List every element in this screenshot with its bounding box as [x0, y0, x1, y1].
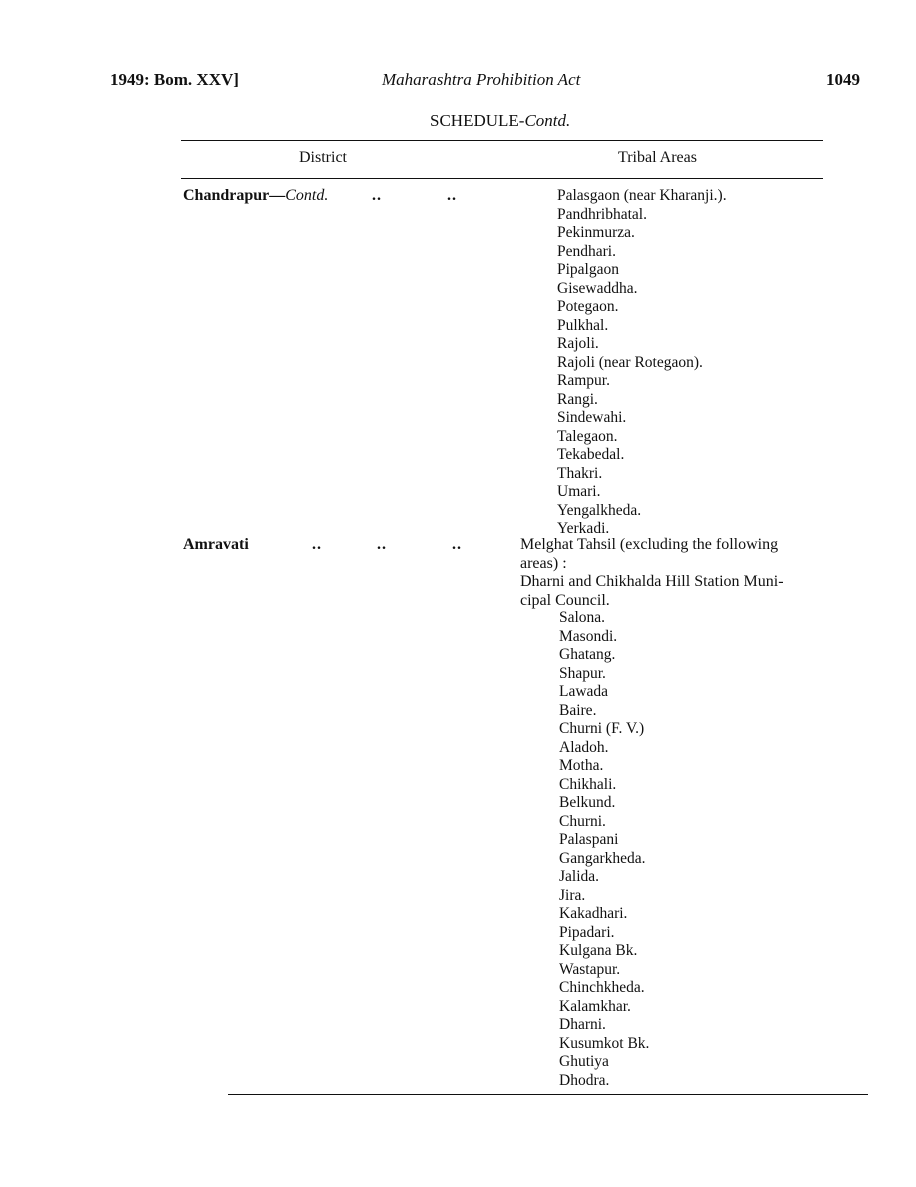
list-item: Lawada [559, 683, 609, 700]
list-item: Rajoli. [557, 335, 599, 352]
list-item: Pipalgaon [557, 261, 619, 278]
list-item: Potegaon. [557, 298, 619, 315]
list-item: Pekinmurza. [557, 224, 635, 241]
list-item: Dhodra. [559, 1071, 610, 1089]
running-header-title: Maharashtra Prohibition Act [382, 70, 581, 89]
list-item: Yerkadi. [557, 520, 610, 537]
schedule-contd: Contd. [524, 111, 571, 130]
list-item: Rajoli (near Rotegaon). [557, 353, 703, 371]
list-item: Palaspani [559, 831, 619, 848]
list-item: Kusumkot Bk. [559, 1034, 650, 1052]
tribal-area-list-chandrapur [557, 187, 727, 539]
list-item: Pulkhal. [557, 316, 609, 334]
page-number: 1049 [826, 70, 860, 89]
list-item: Chikhali. [559, 775, 617, 793]
list-item: Pandhribhatal. [557, 205, 647, 223]
table-top-rule [181, 140, 823, 141]
list-item: Talegaon. [557, 427, 618, 445]
intro-line: cipal Council. [520, 591, 610, 609]
intro-line: areas) : [520, 554, 567, 572]
list-item: Jalida. [559, 868, 600, 885]
tribal-area-intro-amravati [520, 536, 825, 610]
column-heading-district: District [299, 149, 347, 166]
list-item: Aladoh. [559, 738, 609, 756]
list-item: Pendhari. [557, 242, 616, 260]
list-item: Sindewahi. [557, 409, 627, 426]
list-item: Tekabedal. [557, 446, 625, 463]
list-item: Gangarkheda. [559, 849, 646, 867]
district-contd: Contd. [285, 187, 329, 204]
list-item: Rampur. [557, 372, 610, 389]
list-item: Wastapur. [559, 960, 621, 978]
list-item: Thakri. [557, 464, 603, 482]
list-item: Jira. [559, 886, 586, 904]
district-amravati [183, 536, 249, 554]
dot-leaders: .. .. [372, 187, 457, 204]
list-item: Baire. [559, 701, 597, 719]
list-item: Gisewaddha. [557, 279, 638, 297]
list-item: Pipadari. [559, 923, 615, 941]
table-header-rule [181, 178, 823, 179]
list-item: Dharni. [559, 1016, 606, 1033]
list-item: Yengalkheda. [557, 501, 642, 519]
list-item: Belkund. [559, 794, 616, 811]
district-name: Amravati [183, 536, 249, 553]
list-item: Motha. [559, 757, 604, 774]
intro-line: Dharni and Chikhalda Hill Station Muni- [520, 573, 784, 590]
list-item: Churni (F. V.) [559, 720, 645, 737]
list-item: Churni. [559, 812, 606, 830]
list-item: Ghatang. [559, 646, 616, 663]
table-bottom-rule [228, 1094, 868, 1095]
list-item: Palasgaon (near Kharanji.). [557, 187, 727, 204]
schedule-title: SCHEDULE- [430, 111, 525, 130]
list-item: Kalamkhar. [559, 997, 631, 1015]
list-item: Ghutiya [559, 1053, 609, 1070]
running-header-left: 1949: Bom. XXV] [110, 70, 239, 89]
list-item: Chinchkheda. [559, 979, 645, 996]
dot-leaders: .. .. .. [312, 536, 462, 553]
intro-line: Melghat Tahsil (excluding the following [520, 536, 779, 553]
list-item: Shapur. [559, 664, 606, 682]
list-item: Umari. [557, 483, 601, 500]
list-item: Rangi. [557, 390, 598, 408]
list-item: Kakadhari. [559, 905, 628, 922]
district-chandrapur [183, 187, 328, 205]
list-item: Salona. [559, 609, 606, 626]
district-name: Chandrapur— [183, 187, 286, 204]
tribal-area-list-amravati [559, 609, 649, 1090]
list-item: Kulgana Bk. [559, 942, 638, 959]
column-heading-tribal-areas: Tribal Areas [618, 149, 697, 166]
list-item: Masondi. [559, 627, 618, 645]
schedule-heading [430, 111, 570, 131]
